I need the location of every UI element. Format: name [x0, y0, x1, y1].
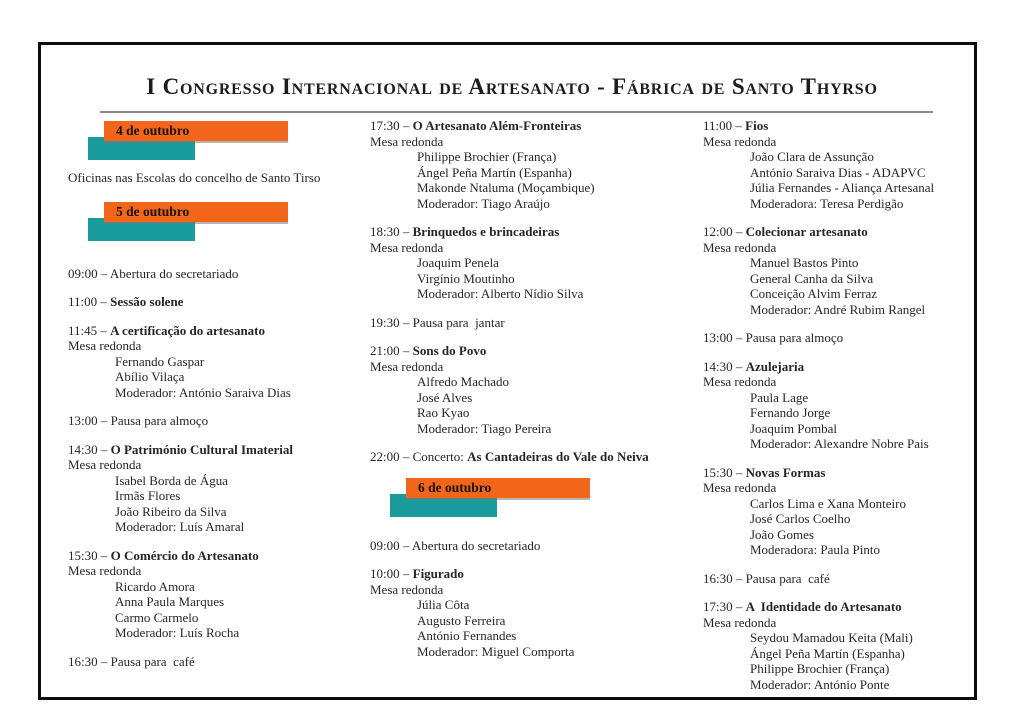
participant-name: Moderador: Alexandre Nobre Pais: [750, 436, 929, 451]
time-separator: –: [399, 224, 413, 239]
time-separator: –: [399, 537, 412, 553]
session-block: [68, 654, 368, 670]
participant-name: Fernando Jorge: [750, 405, 831, 420]
participant-name: Carlos Lima e Xana Monteiro: [750, 495, 906, 511]
participant-name: Isabel Borda de Água: [115, 472, 228, 488]
participant-list: [703, 149, 975, 211]
participant-name: Moderadora: Teresa Perdigão: [750, 195, 904, 211]
session-title: Sessão solene: [110, 294, 184, 309]
participant-name: Moderador: António Saraiva Dias: [115, 384, 291, 400]
participant-name: Moderador: Luís Rocha: [115, 625, 240, 640]
banner-orange-bar: [104, 121, 288, 141]
participant-name: Irmãs Flores: [115, 488, 181, 503]
session-line: [703, 224, 975, 240]
participant-name: João Ribeiro da Silva: [115, 503, 227, 519]
session-block: [68, 413, 368, 429]
session-line: [370, 449, 682, 465]
session-block: [370, 449, 682, 465]
session-prefix: Concerto:: [412, 449, 468, 464]
session-time: 10:00: [370, 566, 400, 581]
session-title: Pausa para café: [745, 570, 830, 586]
banner-orange-bar: [406, 478, 590, 498]
participant-list: [370, 149, 682, 211]
participant-list: [703, 390, 975, 452]
time-separator: –: [399, 314, 413, 330]
session-line: [68, 323, 368, 339]
session-block: [68, 294, 368, 310]
mesa-redonda-label: Mesa redonda: [68, 457, 142, 472]
time-separator: –: [732, 570, 746, 586]
participant-name: Carmo Carmelo: [115, 609, 199, 625]
session-title: Pausa para almoço: [745, 330, 844, 345]
participant-name: Abílio Vilaça: [115, 369, 185, 384]
session-block: [370, 566, 682, 659]
session-block: [68, 442, 368, 535]
mesa-redonda-label: Mesa redonda: [370, 133, 444, 149]
session-time: 14:30: [68, 441, 98, 457]
session-line: [370, 224, 682, 240]
participant-name: José Alves: [417, 389, 473, 405]
session-line: [68, 413, 368, 429]
time-separator: –: [97, 441, 111, 457]
participant-name: Anna Paula Marques: [115, 594, 225, 609]
participant-name: Moderador: André Rubim Rangel: [750, 301, 926, 317]
session-title: Fios: [745, 118, 769, 133]
time-separator: –: [97, 265, 110, 281]
time-separator: –: [399, 449, 413, 464]
time-separator: –: [97, 653, 111, 669]
participant-name: Philippe Brochier (França): [750, 661, 890, 676]
mesa-redonda-label: Mesa redonda: [703, 239, 777, 255]
participant-list: [68, 473, 368, 535]
time-separator: –: [399, 343, 413, 358]
time-separator: –: [732, 358, 746, 374]
session-title: Colecionar artesanato: [745, 224, 868, 239]
time-separator: –: [732, 330, 746, 345]
participant-name: Makonde Ntaluma (Moçambique): [417, 180, 595, 195]
session-block: [703, 465, 975, 558]
session-line: [370, 118, 682, 134]
session-line: [370, 315, 682, 331]
session-line: [703, 359, 975, 375]
time-separator: –: [732, 464, 746, 480]
session-line: [68, 442, 368, 458]
session-block: [703, 118, 975, 211]
session-block: [703, 330, 975, 346]
participant-name: Moderadora: Paula Pinto: [750, 542, 880, 557]
participant-name: Seydou Mamadou Keita (Mali): [750, 630, 913, 645]
participant-list: [370, 374, 682, 436]
session-line: [703, 118, 975, 134]
session-title: As Cantadeiras do Vale do Neiva: [467, 449, 649, 464]
session-title: Azulejaria: [745, 358, 805, 374]
session-line: [370, 343, 682, 359]
session-title: Sons do Povo: [412, 343, 487, 358]
intro-text: Oficinas nas Escolas do concelho de Santo Tirso: [68, 170, 321, 185]
mesa-redonda-label: Mesa redonda: [370, 581, 444, 597]
session-block: [370, 224, 682, 302]
session-block: [370, 343, 682, 436]
schedule-column-2: [370, 118, 682, 672]
session-time: 13:00: [68, 413, 98, 428]
session-time: 11:45: [68, 322, 98, 338]
mesa-redonda-label: Mesa redonda: [703, 133, 777, 149]
participant-name: Fernando Gaspar: [115, 353, 205, 369]
date-banner: [68, 202, 368, 242]
session-line: [370, 566, 682, 582]
session-block: [703, 224, 975, 317]
session-time: 15:30: [703, 464, 733, 480]
participant-list: [703, 496, 975, 558]
participant-name: Joaquim Penela: [417, 255, 499, 270]
date-banner: [370, 478, 682, 518]
session-time: 17:30: [703, 599, 733, 614]
participant-name: Moderador: Luís Amaral: [115, 519, 245, 534]
session-title: O Comércio do Artesanato: [110, 547, 259, 563]
session-block: [370, 118, 682, 211]
session-time: 09:00: [68, 265, 98, 281]
session-line: [703, 599, 975, 615]
participant-name: Manuel Bastos Pinto: [750, 255, 859, 270]
session-title: Figurado: [412, 566, 464, 581]
time-separator: –: [732, 118, 746, 133]
participant-name: Moderador: Alberto Nídio Silva: [417, 286, 584, 301]
participant-name: Virgínio Moutinho: [417, 270, 515, 286]
session-title: Brinquedos e brincadeiras: [412, 224, 560, 239]
session-time: 17:30: [370, 118, 400, 133]
session-time: 18:30: [370, 224, 400, 239]
participant-list: [68, 579, 368, 641]
time-separator: –: [732, 599, 746, 614]
session-block: [68, 323, 368, 401]
participant-name: Moderador: António Ponte: [750, 676, 890, 692]
session-line: [703, 465, 975, 481]
session-block: [370, 315, 682, 331]
session-time: 09:00: [370, 537, 400, 553]
mesa-redonda-label: Mesa redonda: [703, 480, 777, 495]
participant-name: José Carlos Coelho: [750, 511, 851, 526]
session-time: 19:30: [370, 314, 400, 330]
session-time: 14:30: [703, 358, 733, 374]
participant-name: Ángel Peña Martín (Espanha): [750, 645, 905, 661]
schedule-column-3: [703, 118, 975, 705]
date-banner-label: 4 de outubro: [116, 123, 190, 138]
participant-name: Philippe Brochier (França): [417, 149, 557, 164]
session-title: A Identidade do Artesanato: [745, 599, 902, 614]
mesa-redonda-label: Mesa redonda: [68, 563, 142, 578]
participant-name: António Fernandes: [417, 628, 517, 643]
participant-name: João Clara de Assunção: [750, 149, 874, 164]
session-time: 16:30: [703, 570, 733, 586]
date-banner-label: 6 de outubro: [418, 479, 492, 495]
time-separator: –: [97, 413, 111, 428]
participant-name: Augusto Ferreira: [417, 612, 506, 628]
mesa-redonda-label: Mesa redonda: [370, 239, 444, 255]
participant-list: [703, 255, 975, 317]
session-time: 16:30: [68, 653, 98, 669]
participant-name: Paula Lage: [750, 389, 809, 405]
session-block: [703, 599, 975, 692]
participant-name: António Saraiva Dias - ADAPVC: [750, 164, 926, 180]
session-line: [68, 654, 368, 670]
participant-list: [370, 255, 682, 302]
time-separator: –: [732, 224, 746, 239]
session-block: [370, 538, 682, 554]
participant-name: Júlia Fernandes - Aliança Artesanal: [750, 180, 935, 195]
session-line: [703, 571, 975, 587]
session-line: [703, 330, 975, 346]
session-title: Novas Formas: [745, 464, 826, 480]
participant-name: Júlia Côta: [417, 597, 470, 612]
date-banner-label: 5 de outubro: [116, 203, 190, 219]
session-title: Pausa para café: [110, 653, 195, 669]
schedule-column-1: [68, 121, 368, 682]
session-title: A certificação do artesanato: [110, 322, 266, 338]
session-line: [370, 538, 682, 554]
session-block: [68, 548, 368, 641]
participant-name: Ángel Peña Martín (Espanha): [417, 164, 572, 180]
session-title: O Património Cultural Imaterial: [110, 441, 293, 457]
mesa-redonda-label: Mesa redonda: [370, 358, 444, 374]
mesa-redonda-label: Mesa redonda: [703, 374, 777, 389]
session-time: 11:00: [68, 294, 98, 309]
session-title: Pausa para almoço: [110, 413, 209, 428]
participant-list: [703, 630, 975, 692]
session-time: 21:00: [370, 343, 400, 358]
time-separator: –: [97, 294, 111, 309]
participant-list: [68, 354, 368, 401]
session-line: [68, 294, 368, 310]
participant-name: João Gomes: [750, 526, 814, 542]
date-banner: [68, 121, 368, 161]
session-block: [703, 359, 975, 452]
session-block: [68, 266, 368, 282]
session-title: Pausa para jantar: [412, 314, 505, 330]
participant-name: Conceição Alvim Ferraz: [750, 286, 878, 301]
participant-name: Rao Kyao: [417, 405, 470, 420]
session-time: 22:00: [370, 449, 400, 464]
participant-name: Moderador: Miguel Comporta: [417, 643, 575, 659]
time-separator: –: [97, 322, 111, 338]
participant-name: Moderador: Tiago Araújo: [417, 195, 550, 211]
session-time: 13:00: [703, 330, 733, 345]
session-title: O Artesanato Além-Fronteiras: [412, 118, 582, 133]
session-title: Abertura do secretariado: [109, 265, 239, 281]
session-time: 12:00: [703, 224, 733, 239]
participant-name: Joaquim Pombal: [750, 420, 838, 436]
participant-name: General Canha da Silva: [750, 270, 874, 286]
session-line: [68, 548, 368, 564]
page-title: I Congresso Internacional de Artesanato - Fábrica de Santo Thyrso: [146, 74, 878, 99]
title-underline: [100, 111, 933, 113]
session-line: [68, 266, 368, 282]
session-block: [703, 571, 975, 587]
participant-name: Ricardo Amora: [115, 578, 195, 594]
session-time: 15:30: [68, 547, 98, 563]
participant-list: [370, 597, 682, 659]
participant-name: Moderador: Tiago Pereira: [417, 420, 552, 436]
time-separator: –: [97, 547, 111, 563]
mesa-redonda-label: Mesa redonda: [68, 338, 142, 353]
time-separator: –: [399, 118, 413, 133]
session-title: Abertura do secretariado: [411, 537, 541, 553]
session-time: 11:00: [703, 118, 733, 133]
time-separator: –: [399, 566, 413, 581]
mesa-redonda-label: Mesa redonda: [703, 614, 777, 630]
banner-orange-bar: [104, 202, 288, 222]
participant-name: Alfredo Machado: [417, 374, 510, 389]
